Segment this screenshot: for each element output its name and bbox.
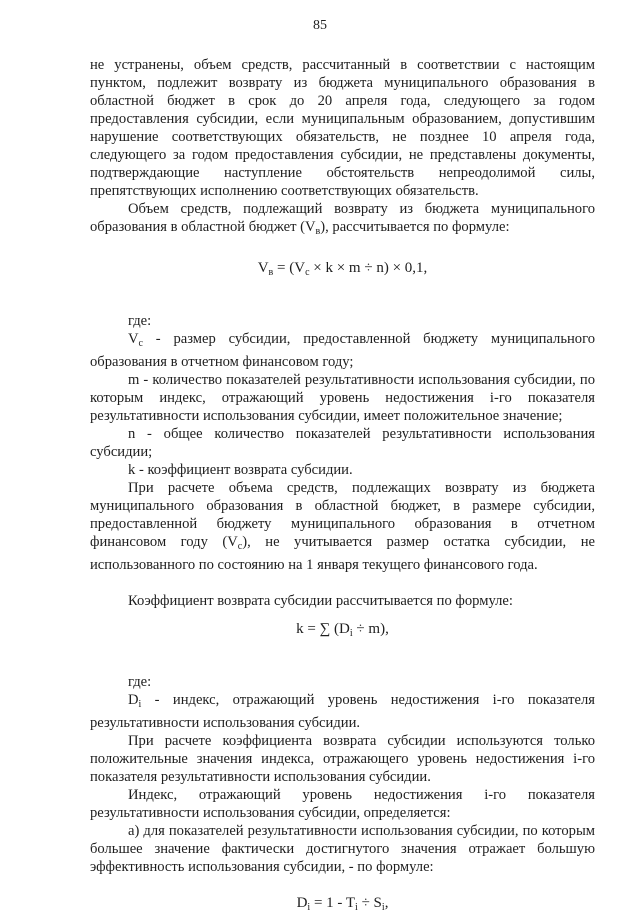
document-body <box>90 56 595 917</box>
text-fragment: Объем средств, подлежащий возврату из бюджета муниципального образования в областной бюджет (V <box>90 201 595 235</box>
subscript: с <box>305 267 310 278</box>
formula-vv <box>90 259 595 282</box>
formula-part: D <box>296 895 308 911</box>
text-fragment: D <box>128 692 139 708</box>
definition-vc <box>90 330 595 371</box>
paragraph-continuation: не устранены, объем средств, рассчитанный в соответствии с настоящим пунктом, подлежит возврату из бюджета муниципального образования в областной бюджет в срок до 20 апреля года, следующего за годом предоставления субсидии, если муниципальным образованием, допустившим нарушение соответствующих обязательств, не позднее 10 апреля года, следующего за годом предоставления субсидии, не представлены документы, подтверждающие наступление обстоятельств непреодолимой силы, препятствующих исполнению соответствующих обязательств. <box>90 57 595 199</box>
formula-part: = (V <box>273 260 306 276</box>
page-number: 85 <box>313 18 327 33</box>
formula-part: k = ∑ (D <box>296 621 350 637</box>
paragraph-item-a: а) для показателей результативности использования субсидии, по которым большее значение фактически достигнутого значения отражает большую эффективность использования субсидии, - по формуле: <box>90 823 595 875</box>
subscript: i <box>381 902 385 913</box>
formula-part: ÷ S <box>357 895 382 911</box>
formula-part: ÷ m), <box>352 621 389 637</box>
subscript: в <box>315 226 321 237</box>
definition-n: n - общее количество показателей результативности использования субсидии; <box>90 426 595 460</box>
formula-part: × k × m ÷ n) × 0,1, <box>309 260 428 276</box>
subscript: i <box>355 902 358 913</box>
subscript: с <box>237 541 243 552</box>
paragraph-return-volume <box>90 200 595 241</box>
text-fragment: При расчете объема средств, подлежащих возврату из бюджета муниципального образования в областной бюджет, в размере субсидии, предоставленной бюджету муниципального образования в отчетном финансовом году (V <box>90 480 595 550</box>
text-fragment: ), рассчитывается по формуле: <box>320 219 510 235</box>
subscript: с <box>138 338 143 349</box>
subscript: в <box>268 267 274 278</box>
text-fragment: V <box>128 331 139 347</box>
formula-part: V <box>257 260 269 276</box>
formula-k <box>90 620 595 643</box>
paragraph-coefficient: Коэффициент возврата субсидии рассчитывается по формуле: <box>128 593 513 609</box>
subscript: i <box>349 628 353 639</box>
paragraph-positive-values: При расчете коэффициента возврата субсидии используются только положительные значения индекса, отражающего уровень недостижения i-го показателя результативности использования субсидии. <box>90 733 595 785</box>
definition-k: k - коэффициент возврата субсидии. <box>128 462 353 478</box>
definition-m: m - количество показателей результативности использования субсидии, по которым индекс, отражающий уровень недостижения i-го показателя результативности использования субсидии, имеет положительное значение; <box>90 372 595 424</box>
where-label-2: где: <box>128 674 152 690</box>
paragraph-calculation <box>90 479 595 574</box>
paragraph-index-defined: Индекс, отражающий уровень недостижения i-го показателя результативности использования субсидии, определяется: <box>90 787 595 821</box>
formula-part: , <box>384 895 389 911</box>
text-fragment: - индекс, отражающий уровень недостижения i-го показателя результативности использования субсидии. <box>90 692 595 731</box>
subscript: i <box>307 902 311 913</box>
text-fragment: - размер субсидии, предоставленной бюджету муниципального образования в отчетном финансовом году; <box>90 331 595 370</box>
definition-di <box>90 691 595 732</box>
subscript: i <box>138 699 142 710</box>
text-fragment: ), не учитывается размер остатка субсидии, не использованного по состоянию на 1 января текущего финансового года. <box>90 534 595 573</box>
formula-di <box>90 894 595 917</box>
formula-part: = 1 - T <box>310 895 356 911</box>
where-label-1: где: <box>128 313 152 329</box>
